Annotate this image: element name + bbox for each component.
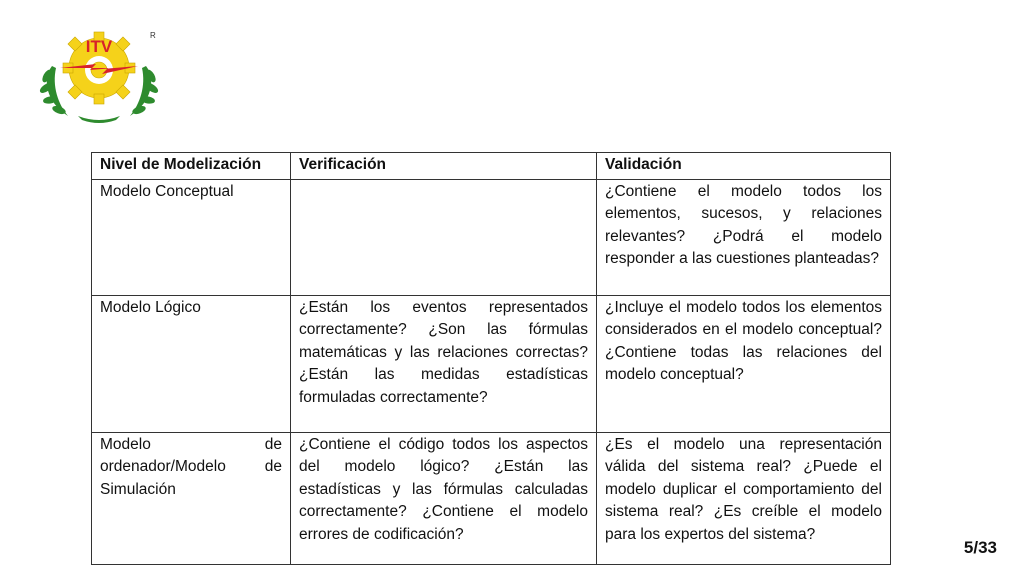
modeling-table-container xyxy=(91,152,890,565)
cell-validation: ¿Contiene el modelo todos los elementos, sucesos, y relaciones relevantes? ¿Podrá el modelo responder a las cuestiones planteadas? xyxy=(597,179,891,295)
cell-verification xyxy=(291,179,597,295)
page-number: 5/33 xyxy=(963,538,997,557)
table-row xyxy=(92,179,891,295)
table-header-row xyxy=(92,153,891,180)
cell-verification: ¿Están los eventos representados correctamente? ¿Son las fórmulas matemáticas y las relaciones correctas? ¿Están las medidas estadísticas formuladas correctamente? xyxy=(291,295,597,432)
registered-mark: R xyxy=(150,31,156,40)
itv-logo xyxy=(38,24,162,124)
cell-validation: ¿Incluye el modelo todos los elementos considerados en el modelo conceptual? ¿Contiene todas las relaciones del modelo conceptual? xyxy=(597,295,891,432)
cell-level: Modelo Conceptual xyxy=(92,179,291,295)
cell-verification: ¿Contiene el código todos los aspectos del modelo lógico? ¿Están las estadísticas y las fórmulas calculadas correctamente? ¿Contiene el modelo errores de codificación? xyxy=(291,432,597,564)
cell-level: Modelo de ordenador/Modelo de Simulación xyxy=(92,432,291,564)
table-row xyxy=(92,432,891,564)
cell-level: Modelo Lógico xyxy=(92,295,291,432)
header-nivel: Nivel de Modelización xyxy=(92,153,291,180)
itv-logo-graphic xyxy=(38,24,162,124)
table-row xyxy=(92,295,891,432)
modeling-table xyxy=(91,152,891,565)
logo-text: ITV xyxy=(85,37,113,56)
header-validacion: Validación xyxy=(597,153,891,180)
cell-validation: ¿Es el modelo una representación válida del sistema real? ¿Puede el modelo duplicar el comportamiento del sistema real? ¿Es creíble el modelo para los expertos del sistema? xyxy=(597,432,891,564)
header-verificacion: Verificación xyxy=(291,153,597,180)
